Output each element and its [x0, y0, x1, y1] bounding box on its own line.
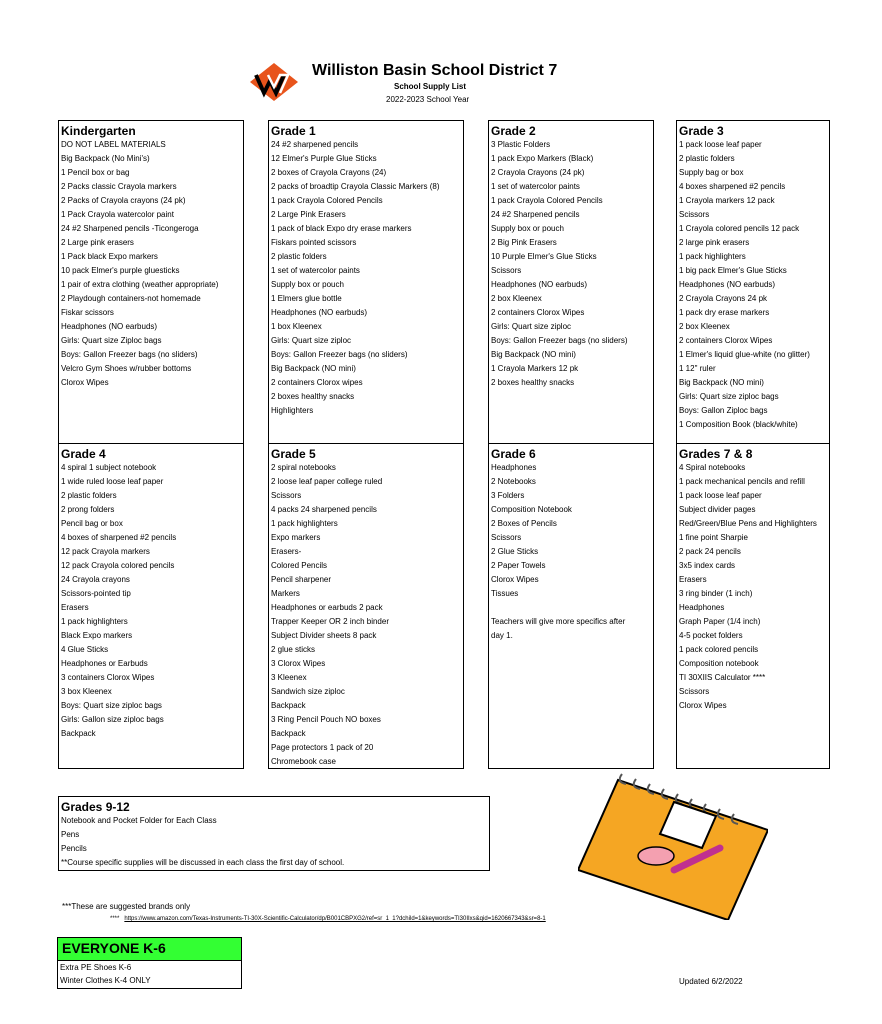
- list-item: Sandwich size ziploc: [271, 687, 345, 696]
- list-item: Scissors: [491, 266, 522, 275]
- list-item: Headphones: [491, 463, 537, 472]
- list-item: 2 Packs classic Crayola markers: [61, 182, 177, 191]
- list-item: Girls: Gallon size ziploc bags: [61, 715, 164, 724]
- list-item: Girls: Quart size ziploc: [491, 322, 572, 331]
- list-item: 10 Purple Elmer's Glue Sticks: [491, 252, 597, 261]
- list-item: 2 box Kleenex: [491, 294, 542, 303]
- list-item: TI 30XIIS Calculator ****: [679, 673, 766, 682]
- grade-5-box: [268, 443, 464, 769]
- list-item: 1 fine point Sharpie: [679, 533, 748, 542]
- notebook-illustration: [578, 770, 768, 920]
- list-item: 2 glue sticks: [271, 645, 316, 654]
- list-item: Trapper Keeper OR 2 inch binder: [271, 617, 389, 626]
- list-item: Clorox Wipes: [61, 378, 109, 387]
- column-heading: Grades 7 & 8: [679, 447, 753, 461]
- list-item: 1 Crayola colored pencils 12 pack: [679, 224, 800, 233]
- list-item: 1 set of watercolor paints: [271, 266, 360, 275]
- list-item: 4 boxes of sharpened #2 pencils: [61, 533, 177, 542]
- list-item: Subject divider pages: [679, 505, 756, 514]
- list-item: Boys: Gallon Freezer bags (no sliders): [271, 350, 408, 359]
- list-item: Scissors: [679, 210, 710, 219]
- list-item: 2 plastic folders: [271, 252, 327, 261]
- list-item: DO NOT LABEL MATERIALS: [61, 140, 166, 149]
- list-item: 4-5 pocket folders: [679, 631, 743, 640]
- list-item: [491, 601, 653, 615]
- list-item: 3 Ring Pencil Pouch NO boxes: [271, 715, 381, 724]
- list-item: 24 #2 Sharpened pencils: [491, 210, 580, 219]
- list-item: 24 #2 sharpened pencils: [271, 140, 359, 149]
- list-item: 3 containers Clorox Wipes: [61, 673, 155, 682]
- list-item: 1 set of watercolor paints: [491, 182, 580, 191]
- list-item: 1 pack Crayola Colored Pencils: [271, 196, 383, 205]
- list-item: 3 Folders: [491, 491, 525, 500]
- grade-6-box: [488, 443, 654, 769]
- grades-7-8-box: [676, 443, 830, 769]
- grade-1-box: [268, 120, 464, 444]
- list-item: 3 box Kleenex: [61, 687, 112, 696]
- list-item: Boys: Gallon Freezer bags (no sliders): [491, 336, 628, 345]
- list-item: 3x5 index cards: [679, 561, 736, 570]
- grade-3-box: [676, 120, 830, 444]
- list-item: 1 pack colored pencils: [679, 645, 759, 654]
- list-item: Page protectors 1 pack of 20: [271, 743, 374, 752]
- list-item: Headphones or Earbuds: [61, 659, 148, 668]
- list-item: 2 plastic folders: [61, 491, 117, 500]
- column-heading: Grade 4: [61, 447, 106, 461]
- list-item: 1 pack of black Expo dry erase markers: [271, 224, 412, 233]
- list-item: Composition Notebook: [491, 505, 572, 514]
- list-item: 2 containers Clorox Wipes: [491, 308, 585, 317]
- list-item: 1 Elmer's liquid glue-white (no glitter): [679, 350, 810, 359]
- column-heading: Grade 3: [679, 124, 724, 138]
- list-item: 1 wide ruled loose leaf paper: [61, 477, 164, 486]
- list-item: 1 pack highlighters: [61, 617, 128, 626]
- list-item: 2 loose leaf paper college ruled: [271, 477, 383, 486]
- list-item: **Course specific supplies will be discussed in each class the first day of school.: [61, 858, 345, 867]
- list-item: 4 packs 24 sharpened pencils: [271, 505, 377, 514]
- list-item: Headphones (NO earbuds): [61, 322, 158, 331]
- list-item: 1 pack Crayola Colored Pencils: [491, 196, 603, 205]
- list-item: 1 pack highlighters: [679, 252, 746, 261]
- list-item: Big Backpack (NO mini): [491, 350, 576, 359]
- everyone-box: [57, 960, 242, 989]
- list-item: 2 large pink erasers: [679, 238, 750, 247]
- list-item: Erasers: [679, 575, 707, 584]
- list-item: 4 Glue Sticks: [61, 645, 109, 654]
- list-item: 1 12" ruler: [679, 364, 716, 373]
- list-item: 2 boxes of Crayola Crayons (24): [271, 168, 387, 177]
- list-item: 2 spiral notebooks: [271, 463, 336, 472]
- list-item: Clorox Wipes: [679, 701, 727, 710]
- list-item: day 1.: [491, 631, 513, 640]
- list-item: 2 Glue Sticks: [491, 547, 539, 556]
- list-item: 2 containers Clorox Wipes: [679, 336, 773, 345]
- list-item: Tissues: [491, 589, 519, 598]
- list-item: 10 pack Elmer's purple gluesticks: [61, 266, 180, 275]
- list-item: 2 prong folders: [61, 505, 115, 514]
- list-item: 3 Clorox Wipes: [271, 659, 326, 668]
- page-title: Williston Basin School District 7: [312, 62, 558, 79]
- list-item: 2 Large Pink Erasers: [271, 210, 346, 219]
- list-item: Fiskar scissors: [61, 308, 114, 317]
- list-item: Teachers will give more specifics after: [491, 617, 626, 626]
- list-item: Headphones (NO earbuds): [679, 280, 776, 289]
- list-item: Scissors: [271, 491, 302, 500]
- list-subtitle: School Supply List: [394, 82, 467, 91]
- calculator-link-row: [110, 916, 546, 922]
- list-item: 1 pack dry erase markers: [679, 308, 770, 317]
- list-item: 2 pack 24 pencils: [679, 547, 741, 556]
- list-item: 1 pack loose leaf paper: [679, 140, 762, 149]
- list-item: Erasers: [61, 603, 89, 612]
- list-item: Markers: [271, 589, 300, 598]
- list-item: Highlighters: [271, 406, 314, 415]
- list-item: 2 boxes healthy snacks: [491, 378, 575, 387]
- district-logo: [250, 63, 298, 101]
- list-item: Girls: Quart size ziploc: [271, 336, 352, 345]
- list-item: 1 Composition Book (black/white): [679, 420, 798, 429]
- list-item: 2 Paper Towels: [491, 561, 546, 570]
- list-item: Erasers-: [271, 547, 302, 556]
- list-item: 2 packs of broadtip Crayola Classic Markers (8): [271, 182, 440, 191]
- list-item: Notebook and Pocket Folder for Each Class: [61, 816, 217, 825]
- list-item: 2 Big Pink Erasers: [491, 238, 557, 247]
- list-item: 4 spiral 1 subject notebook: [61, 463, 157, 472]
- list-item: 2 Notebooks: [491, 477, 536, 486]
- list-item: 1 Crayola Markers 12 pk: [491, 364, 579, 373]
- list-item: 3 Plastic Folders: [491, 140, 551, 149]
- list-item: 1 Pencil box or bag: [61, 168, 130, 177]
- list-item: Headphones (NO earbuds): [491, 280, 588, 289]
- calculator-link[interactable]: https://www.amazon.com/Texas-Instruments-TI-30X-Scientific-Calculator/dp/B001CBPXG2/ref=sr_1_1?dchild=1&keywords=TI30IIxs&qid=1620667343&sr=8-1: [124, 916, 546, 922]
- column-heading: Grade 2: [491, 124, 536, 138]
- list-item: Girls: Quart size Ziploc bags: [61, 336, 162, 345]
- list-item: 1 Pack Crayola watercolor paint: [61, 210, 174, 219]
- column-heading: Grade 6: [491, 447, 536, 461]
- grade-2-box: [488, 120, 654, 444]
- list-item: 2 Crayola Crayons (24 pk): [491, 168, 585, 177]
- column-heading: Kindergarten: [61, 124, 136, 138]
- list-item: Supply box or pouch: [491, 224, 564, 233]
- link-prefix: ****: [110, 916, 120, 922]
- list-item: 1 Elmers glue bottle: [271, 294, 342, 303]
- list-item: Scissors: [491, 533, 522, 542]
- list-item: 2 Packs of Crayola crayons (24 pk): [61, 196, 186, 205]
- list-item: Pens: [61, 830, 80, 839]
- list-item: Boys: Gallon Freezer bags (no sliders): [61, 350, 198, 359]
- list-item: 4 Spiral notebooks: [679, 463, 746, 472]
- everyone-heading: EVERYONE K-6: [57, 937, 242, 961]
- list-item: Backpack: [61, 729, 96, 738]
- list-item: Boys: Quart size ziploc bags: [61, 701, 162, 710]
- brands-note: ***These are suggested brands only: [62, 902, 191, 911]
- list-item: 1 pack loose leaf paper: [679, 491, 762, 500]
- list-item: Scissors: [679, 687, 710, 696]
- list-item: Supply bag or box: [679, 168, 744, 177]
- list-item: 1 pack Expo Markers (Black): [491, 154, 594, 163]
- list-item: 3 ring binder (1 inch): [679, 589, 753, 598]
- list-item: Colored Pencils: [271, 561, 328, 570]
- everyone-item: Winter Clothes K-4 ONLY: [60, 976, 151, 985]
- list-item: Pencils: [61, 844, 87, 853]
- list-item: Composition notebook: [679, 659, 759, 668]
- list-item: Girls: Quart size ziploc bags: [679, 392, 779, 401]
- list-item: Clorox Wipes: [491, 575, 539, 584]
- list-item: Pencil bag or box: [61, 519, 123, 528]
- everyone-item: Extra PE Shoes K-6: [60, 963, 132, 972]
- list-item: Big Backpack (No Mini's): [61, 154, 150, 163]
- list-item: 1 pack mechanical pencils and refill: [679, 477, 805, 486]
- list-item: 2 Playdough containers-not homemade: [61, 294, 201, 303]
- list-item: 24 Crayola crayons: [61, 575, 130, 584]
- kindergarten-box: [58, 120, 244, 444]
- list-item: 4 boxes sharpened #2 pencils: [679, 182, 786, 191]
- list-item: Chromebook case: [271, 757, 336, 766]
- column-heading: Grades 9-12: [61, 800, 130, 814]
- list-item: Backpack: [271, 729, 306, 738]
- list-item: Black Expo markers: [61, 631, 133, 640]
- list-item: Velcro Gym Shoes w/rubber bottoms: [61, 364, 192, 373]
- list-item: 2 boxes healthy snacks: [271, 392, 355, 401]
- list-item: 2 containers Clorox wipes: [271, 378, 363, 387]
- school-year: 2022-2023 School Year: [386, 95, 470, 104]
- list-item: Fiskars pointed scissors: [271, 238, 357, 247]
- grade-4-box: [58, 443, 244, 769]
- list-item: Backpack: [271, 701, 306, 710]
- list-item: 1 pack highlighters: [271, 519, 338, 528]
- list-item: Big Backpack (NO mini): [679, 378, 764, 387]
- list-item: Supply box or pouch: [271, 280, 344, 289]
- list-item: Graph Paper (1/4 inch): [679, 617, 761, 626]
- list-item: 12 pack Crayola colored pencils: [61, 561, 175, 570]
- list-item: 1 box Kleenex: [271, 322, 322, 331]
- list-item: 2 plastic folders: [679, 154, 735, 163]
- column-heading: Grade 1: [271, 124, 316, 138]
- list-item: Red/Green/Blue Pens and Highlighters: [679, 519, 817, 528]
- list-item: 1 Pack black Expo markers: [61, 252, 158, 261]
- list-item: 1 big pack Elmer's Glue Sticks: [679, 266, 787, 275]
- list-item: Expo markers: [271, 533, 321, 542]
- list-item: 12 Elmer's Purple Glue Sticks: [271, 154, 377, 163]
- list-item: 2 Crayola Crayons 24 pk: [679, 294, 768, 303]
- list-item: 12 pack Crayola markers: [61, 547, 150, 556]
- list-item: 24 #2 Sharpened pencils -Ticongeroga: [61, 224, 199, 233]
- list-item: 1 Crayola markers 12 pack: [679, 196, 775, 205]
- list-item: Subject Divider sheets 8 pack: [271, 631, 377, 640]
- grades-9-12-box: [58, 796, 490, 871]
- list-item: Headphones (NO earbuds): [271, 308, 368, 317]
- list-item: Boys: Gallon Ziploc bags: [679, 406, 768, 415]
- list-item: Pencil sharpener: [271, 575, 332, 584]
- list-item: Scissors-pointed tip: [61, 589, 131, 598]
- list-item: Headphones or earbuds 2 pack: [271, 603, 383, 612]
- list-item: 1 pair of extra clothing (weather appropriate): [61, 280, 219, 289]
- list-item: 2 Boxes of Pencils: [491, 519, 557, 528]
- list-item: Headphones: [679, 603, 725, 612]
- list-item: 3 Kleenex: [271, 673, 307, 682]
- list-item: 2 Large pink erasers: [61, 238, 134, 247]
- list-item: 2 box Kleenex: [679, 322, 730, 331]
- list-item: Big Backpack (NO mini): [271, 364, 356, 373]
- updated-date: Updated 6/2/2022: [679, 977, 743, 986]
- column-heading: Grade 5: [271, 447, 316, 461]
